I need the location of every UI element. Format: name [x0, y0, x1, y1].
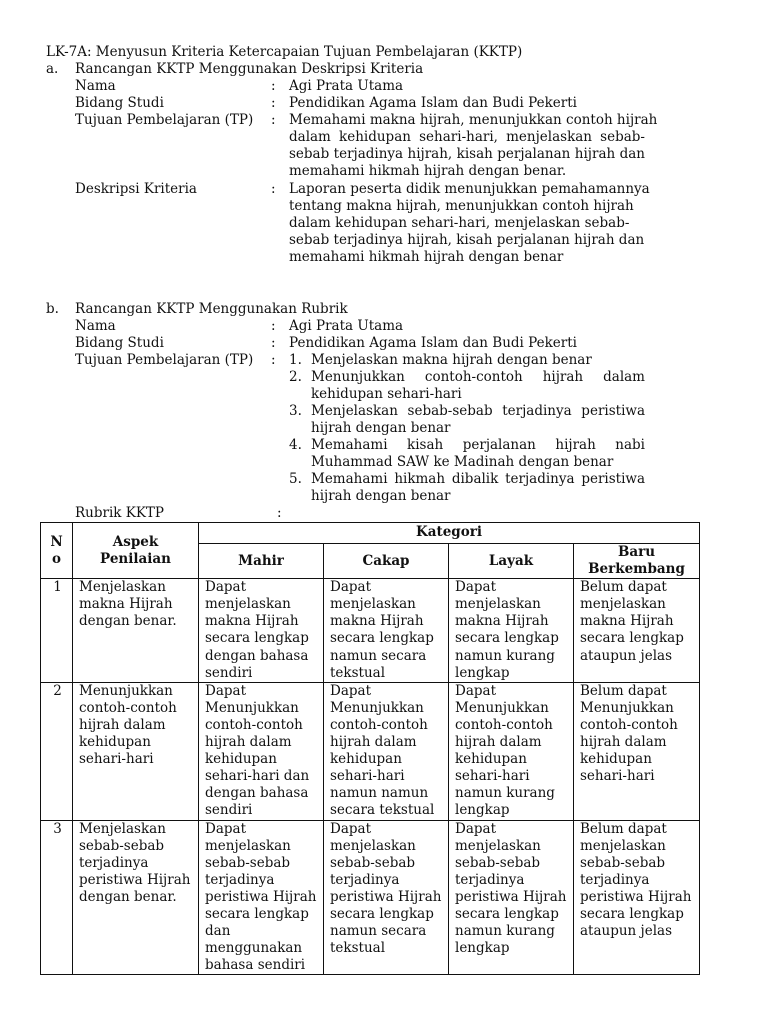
section-a-tp-label: Tujuan Pembelajaran (TP)	[75, 112, 254, 128]
section-a-tp-line: sebab terjadinya hijrah, kisah perjalanan hijrah dan	[289, 146, 645, 162]
colon: :	[277, 505, 282, 521]
tp-item-number: 2.	[289, 369, 302, 385]
section-a-bidang-label: Bidang Studi	[75, 95, 164, 111]
rubric-table	[40, 522, 700, 975]
criteria-cell-mahir: Dapat Menunjukkan contoh-contoh hijrah dalam kehidupan sehari-hari dan dengan bahasa sendiri	[199, 682, 324, 820]
section-a-tp-line: memahami hikmah hijrah dengan benar.	[289, 163, 567, 179]
colon: :	[271, 95, 276, 111]
section-a-deskripsi-line: dalam kehidupan sehari-hari, menjelaskan sebab-	[289, 215, 630, 231]
section-a-nama-value: Agi Prata Utama	[289, 78, 404, 94]
colon: :	[271, 352, 276, 368]
colon: :	[271, 335, 276, 351]
section-a-deskripsi-line: memahami hikmah hijrah dengan benar	[289, 249, 564, 265]
header-kategori: Kategori	[199, 523, 700, 544]
tp-item-line: Memahami kisah perjalanan hijrah nabi	[311, 437, 645, 453]
header-cakap: Cakap	[324, 544, 449, 579]
section-b-marker: b.	[46, 301, 59, 317]
table-row	[41, 682, 700, 820]
aspek-cell: Menjelaskan sebab-sebab terjadinya peristiwa Hijrah dengan benar.	[73, 820, 199, 975]
tp-item-line: Menunjukkan contoh-contoh hijrah dalam	[311, 369, 645, 385]
header-no: N o	[41, 523, 73, 579]
colon: :	[271, 112, 276, 128]
tp-item-line: Menjelaskan makna hijrah dengan benar	[311, 352, 592, 368]
criteria-cell-mahir: Dapat menjelaskan makna Hijrah secara lengkap dengan bahasa sendiri	[199, 579, 324, 683]
header-layak: Layak	[449, 544, 574, 579]
section-b-tp-label: Tujuan Pembelajaran (TP)	[75, 352, 254, 368]
header-baru-berkembang: Baru Berkembang	[574, 544, 700, 579]
section-a-deskripsi-line: tentang makna hijrah, menunjukkan contoh hijrah	[289, 198, 634, 214]
section-a-tp-line: Memahami makna hijrah, menunjukkan contoh hijrah	[289, 112, 658, 128]
section-a-tp-line: dalam kehidupan sehari-hari, menjelaskan sebab-	[289, 129, 645, 145]
criteria-cell-baru-berkembang: Belum dapat menjelaskan sebab-sebab terjadinya peristiwa Hijrah secara lengkap ataupun jelas	[574, 820, 700, 975]
aspek-cell: Menjelaskan makna Hijrah dengan benar.	[73, 579, 199, 683]
aspek-cell: Menunjukkan contoh-contoh hijrah dalam kehidupan sehari-hari	[73, 682, 199, 820]
section-a-bidang-value: Pendidikan Agama Islam dan Budi Pekerti	[289, 95, 577, 111]
rubrik-label: Rubrik KKTP	[75, 505, 165, 521]
header-mahir: Mahir	[199, 544, 324, 579]
section-a-deskripsi-line: sebab terjadinya hijrah, kisah perjalanan hijrah dan	[289, 232, 645, 248]
criteria-cell-cakap: Dapat menjelaskan makna Hijrah secara lengkap namun secara tekstual	[324, 579, 449, 683]
tp-item-line: hijrah dengan benar	[311, 488, 451, 504]
criteria-cell-layak: Dapat menjelaskan sebab-sebab terjadinya peristiwa Hijrah secara lengkap namun kurang lengkap	[449, 820, 574, 975]
header-aspek-penilaian: Aspek Penilaian	[73, 523, 199, 579]
section-b-heading: Rancangan KKTP Menggunakan Rubrik	[75, 301, 348, 317]
tp-item-line: kehidupan sehari-hari	[311, 386, 462, 402]
row-number: 1	[41, 579, 73, 683]
colon: :	[271, 181, 276, 197]
section-b-bidang-label: Bidang Studi	[75, 335, 164, 351]
table-row	[41, 579, 700, 683]
tp-item-line: hijrah dengan benar	[311, 420, 451, 436]
section-a-marker: a.	[46, 61, 59, 77]
criteria-cell-mahir: Dapat menjelaskan sebab-sebab terjadinya peristiwa Hijrah secara lengkap dan menggunakan bahasa sendiri	[199, 820, 324, 975]
criteria-cell-cakap: Dapat menjelaskan sebab-sebab terjadinya peristiwa Hijrah secara lengkap namun secara tekstual	[324, 820, 449, 975]
tp-item-number: 1.	[289, 352, 302, 368]
criteria-cell-baru-berkembang: Belum dapat Menunjukkan contoh-contoh hijrah dalam kehidupan sehari-hari	[574, 682, 700, 820]
colon: :	[271, 78, 276, 94]
row-number: 2	[41, 682, 73, 820]
criteria-cell-layak: Dapat menjelaskan makna Hijrah secara lengkap namun kurang lengkap	[449, 579, 574, 683]
tp-item-number: 4.	[289, 437, 302, 453]
colon: :	[271, 318, 276, 334]
tp-item-number: 5.	[289, 471, 302, 487]
tp-item-number: 3.	[289, 403, 302, 419]
section-a-deskripsi-label: Deskripsi Kriteria	[75, 181, 197, 197]
section-b-bidang-value: Pendidikan Agama Islam dan Budi Pekerti	[289, 335, 577, 351]
criteria-cell-baru-berkembang: Belum dapat menjelaskan makna Hijrah secara lengkap ataupun jelas	[574, 579, 700, 683]
tp-item-line: Muhammad SAW ke Madinah dengan benar	[311, 454, 614, 470]
tp-item-line: Memahami hikmah dibalik terjadinya peristiwa	[311, 471, 645, 487]
section-a-heading: Rancangan KKTP Menggunakan Deskripsi Kriteria	[75, 61, 424, 77]
table-row	[41, 820, 700, 975]
criteria-cell-layak: Dapat Menunjukkan contoh-contoh hijrah dalam kehidupan sehari-hari namun kurang lengkap	[449, 682, 574, 820]
section-b-nama-label: Nama	[75, 318, 116, 334]
table-header-row	[41, 523, 700, 544]
criteria-cell-cakap: Dapat Menunjukkan contoh-contoh hijrah dalam kehidupan sehari-hari namun namun secara tekstual	[324, 682, 449, 820]
tp-item-line: Menjelaskan sebab-sebab terjadinya peristiwa	[311, 403, 645, 419]
section-a-nama-label: Nama	[75, 78, 116, 94]
section-a-deskripsi-line: Laporan peserta didik menunjukkan pemahamannya	[289, 181, 650, 197]
document-title: LK-7A: Menyusun Kriteria Ketercapaian Tujuan Pembelajaran (KKTP)	[46, 44, 523, 60]
section-b-nama-value: Agi Prata Utama	[289, 318, 404, 334]
row-number: 3	[41, 820, 73, 975]
